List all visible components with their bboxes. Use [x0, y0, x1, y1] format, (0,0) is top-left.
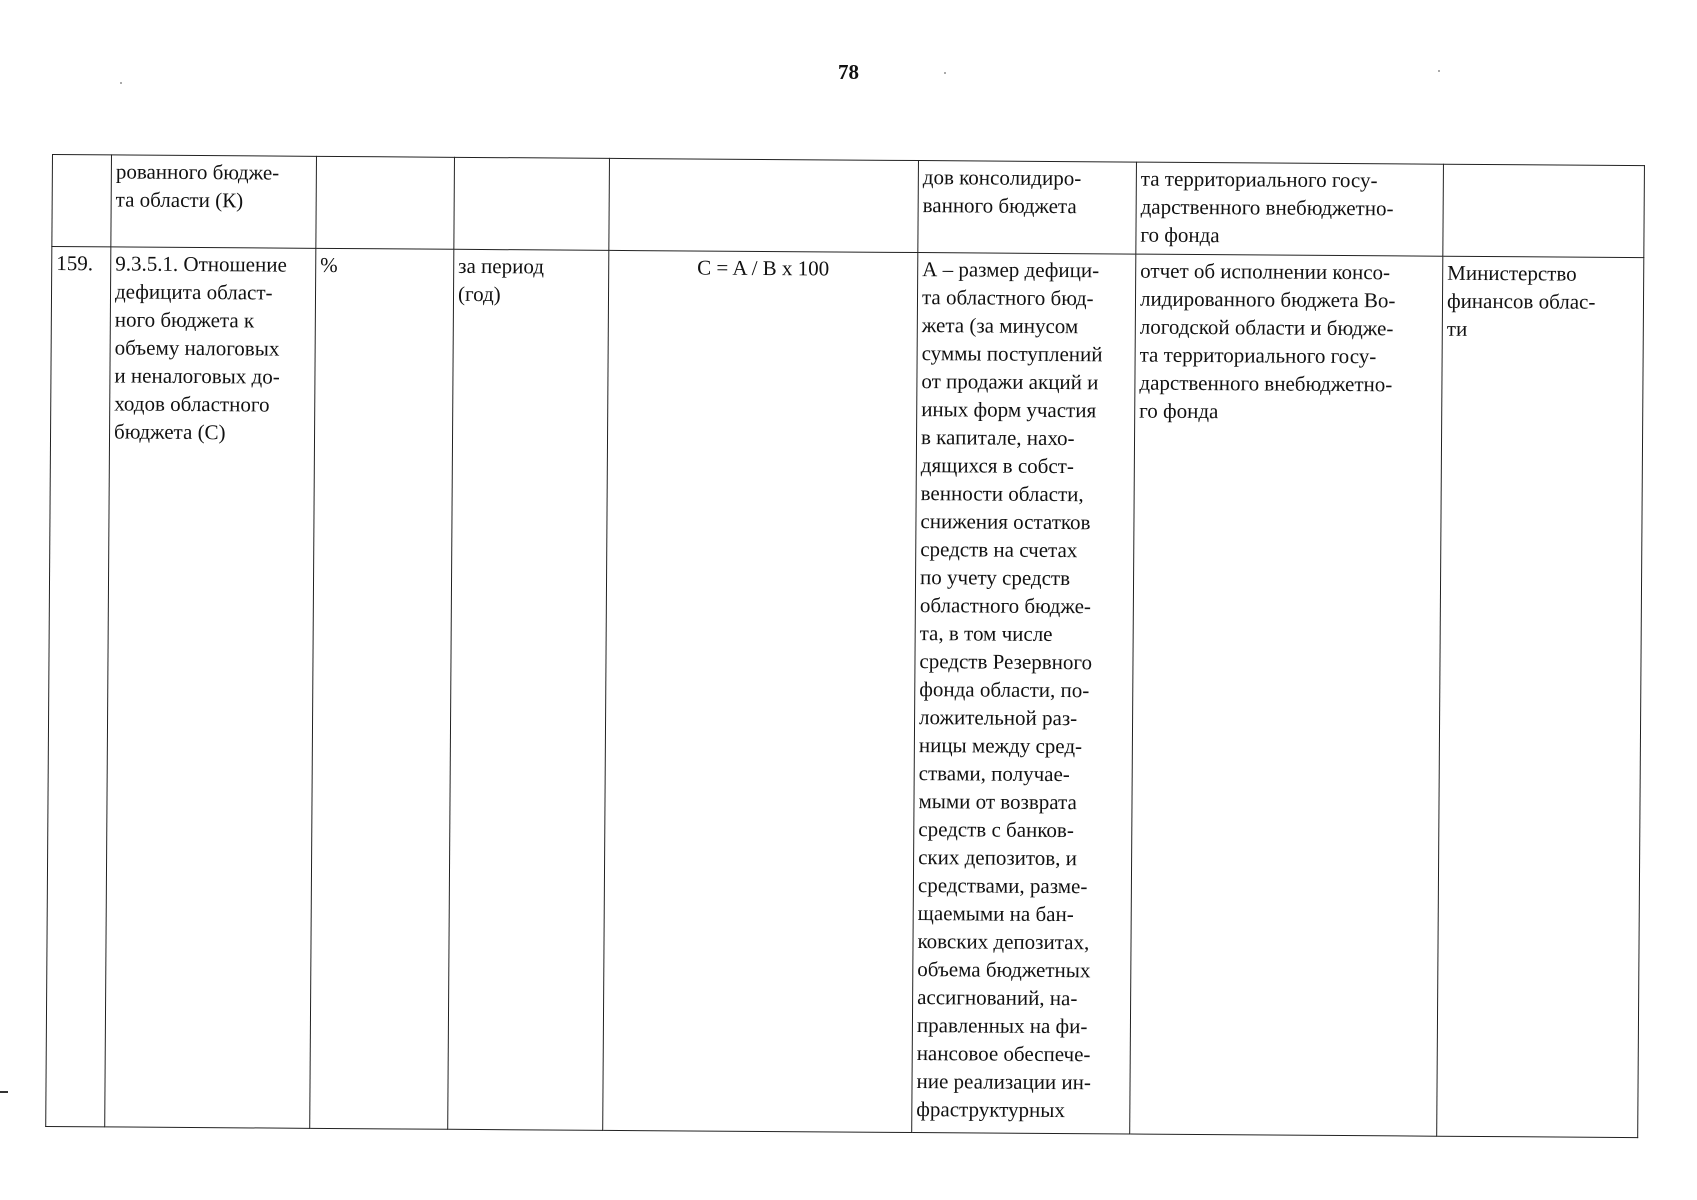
cell-source: отчет об исполнении консо- лидированного бюджета Во- логодской области и бюдже- та территориального госу- дарственного внебюджетно- го фонда: [1130, 254, 1443, 1136]
scan-speck: [120, 82, 122, 84]
cell-unit: %: [310, 248, 454, 1129]
cell-variables: А – размер дефици- та областного бюд- жета (за минусом суммы поступлений от продажи акций и иных форм участия в капитале, нахо- дящихся в собст- венности области, снижения остатков средств на счетах по учету средств областного бюдже- та, в том числе средств Резервного фонда области, по- ложительной раз- ницы между сред- ствами, получае- мыми от возврата средств с банков- ских депозитов, и средствами, разме- щаемыми на бан- ковских депозитах, объема бюджетных ассигнований, на- правленных на фи- нансовое обеспече- ние реализации ин- фраструктурных: [912, 253, 1136, 1135]
cell-formula: C = A / B x 100: [603, 250, 918, 1132]
page-number: 78: [838, 60, 859, 84]
cell-period: за период (год): [448, 249, 609, 1130]
indicators-table: [45, 154, 1645, 1138]
scan-speck: [1438, 70, 1440, 72]
table-row-continuation: [52, 155, 1645, 258]
cell-formula: [609, 158, 919, 252]
cell-responsible: [1443, 164, 1645, 257]
cell-variables: дов консолидиро- ванного бюджета: [918, 161, 1137, 255]
cell-unit: [316, 156, 455, 249]
cell-indicator: рованного бюдже- та области (К): [111, 155, 317, 248]
cell-indicator: 9.3.5.1. Отношение дефицита област- ного бюджета к объему налоговых и неналоговых до- ходов областного бюджета (С): [105, 247, 316, 1128]
cell-responsible: Министерство финансов облас- ти: [1437, 256, 1644, 1137]
cell-period: [454, 157, 610, 250]
cell-source: та территориального госу- дарственного внебюджетно- го фонда: [1136, 162, 1444, 256]
cell-number: 159.: [46, 247, 111, 1127]
scan-speck: [944, 72, 946, 74]
scan-edge-mark: [0, 1091, 8, 1093]
cell-number: [52, 155, 112, 247]
table-row-159: [46, 247, 1644, 1138]
